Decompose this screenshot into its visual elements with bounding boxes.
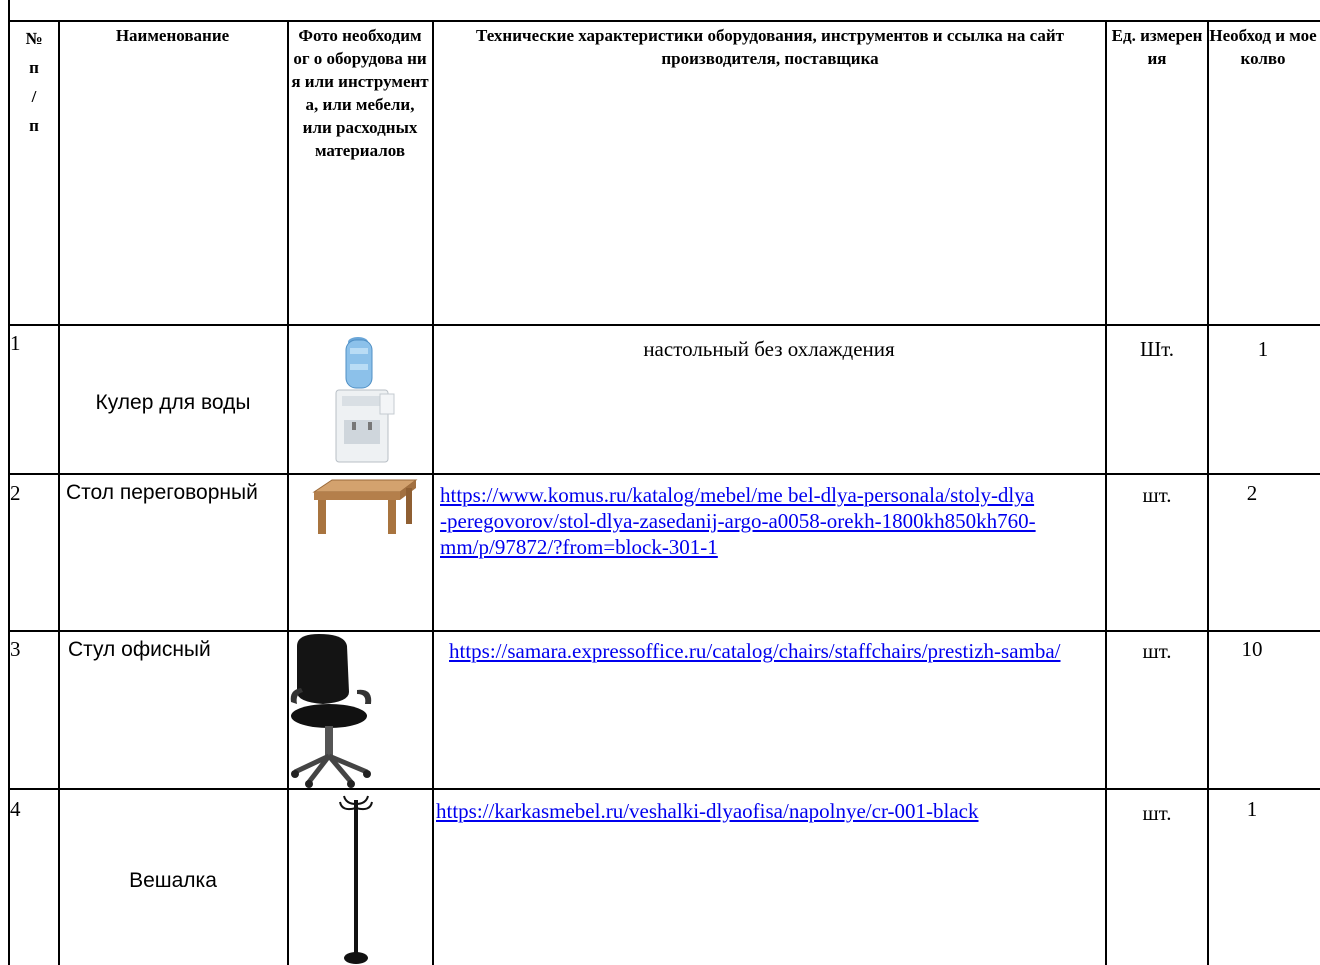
coat-rack-photo (336, 794, 376, 965)
header-name: Наименование (115, 26, 230, 45)
table-border (8, 20, 1320, 22)
table-border (1105, 20, 1107, 965)
water-cooler-photo (322, 330, 412, 470)
table-border (8, 788, 1320, 790)
row-number: 1 (10, 331, 21, 355)
header-photo: Фото необходим ог о оборудова ни я или инструмент а, или мебели, или расходных материалов (291, 26, 429, 160)
table-border (58, 20, 60, 965)
item-qty: 2 (1246, 481, 1258, 505)
item-unit: шт. (1142, 639, 1172, 663)
item-specs-link[interactable]: https://karkasmebel.ru/veshalki-dlyaofisa/napolnye/cr-001-black (436, 799, 979, 823)
office-chair-photo (289, 632, 379, 788)
item-name: Стол переговорный (66, 481, 258, 504)
row-number: 3 (10, 637, 21, 661)
item-qty: 10 (1241, 637, 1263, 661)
item-name: Вешалка (129, 869, 217, 892)
table-border (8, 473, 1320, 475)
header-num: № п / п (25, 29, 43, 135)
meeting-table-photo (308, 478, 418, 538)
item-qty: 1 (1257, 337, 1269, 361)
item-name: Кулер для воды (95, 391, 251, 414)
item-unit: Шт. (1139, 337, 1175, 361)
item-name: Стул офисный (68, 638, 211, 661)
header-specs: Технические характеристики оборудования, инструментов и ссылка на сайт производителя, поставщика (476, 26, 1064, 68)
header-qty: Необход и мое колво (1209, 26, 1317, 68)
row-number: 4 (10, 797, 21, 821)
item-specs: настольный без охлаждения (643, 337, 895, 361)
item-unit: шт. (1142, 801, 1172, 825)
table-border (432, 20, 434, 965)
item-specs-link[interactable]: https://www.komus.ru/katalog/mebel/me bel-dlya-personala/stoly-dlya-peregovorov/stol-dlya-zasedanij-argo-a0058-orekh-1800kh850kh760-mm/p/97872/?from=block-301-1 (440, 483, 1036, 559)
table-border (8, 324, 1320, 326)
item-unit: шт. (1142, 483, 1172, 507)
item-qty: 1 (1246, 797, 1258, 821)
header-unit: Ед. измерен ия (1111, 26, 1203, 68)
item-specs-link[interactable]: https://samara.expressoffice.ru/catalog/chairs/staffchairs/prestizh-samba/ (449, 639, 1061, 663)
table-border (8, 630, 1320, 632)
table-border (287, 20, 289, 965)
row-number: 2 (10, 481, 21, 505)
